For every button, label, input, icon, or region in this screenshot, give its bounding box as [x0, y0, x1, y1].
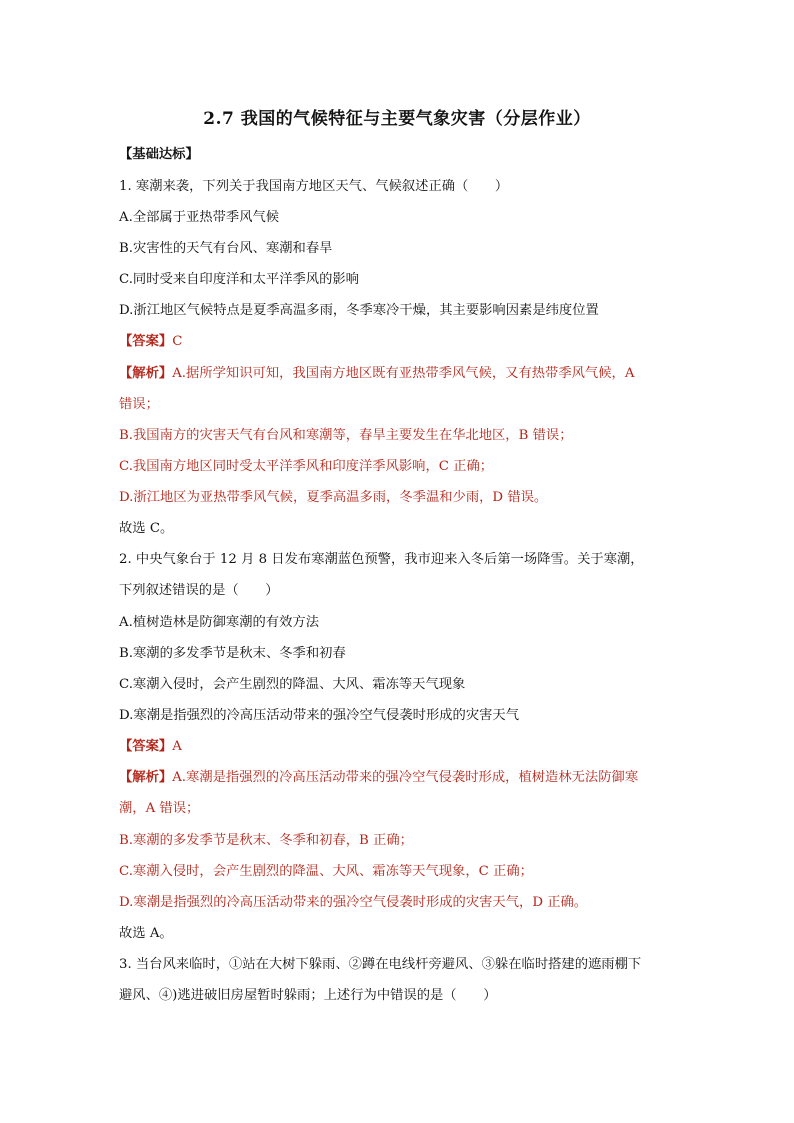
q1-option-d: D.浙江地区气候特点是夏季高温多雨，冬季寒冷干燥，其主要影响因素是纬度位置 [119, 303, 599, 318]
section-heading: 【基础达标】 [119, 147, 199, 162]
q1-analysis-line-3: B.我国南方的灾害天气有台风和寒潮等，春旱主要发生在华北地区，B 错误； [119, 428, 573, 443]
analysis-label: 【解析】 [119, 770, 173, 785]
answer-value: A [172, 739, 182, 754]
q1-analysis-line-1 [119, 364, 679, 384]
q1-option-a: A.全部属于亚热带季风气候 [119, 210, 280, 225]
q1-analysis-line-2: 错误； [119, 397, 159, 412]
q3-stem-line-2: 避风、④)逃进破旧房屋暂时躲雨；上述行为中错误的是（ ） [119, 988, 497, 1003]
q2-answer [119, 737, 679, 757]
answer-label: 【答案】 [119, 739, 173, 754]
q1-analysis-line-4: C.我国南方地区同时受太平洋季风和印度洋季风影响，C 正确； [119, 459, 494, 474]
q2-option-d: D.寒潮是指强烈的冷高压活动带来的强冷空气侵袭时形成的灾害天气 [119, 708, 520, 723]
q2-analysis-line-4: C.寒潮入侵时，会产生剧烈的降温、大风、霜冻等天气现象，C 正确； [119, 864, 533, 879]
q2-option-a: A.植树造林是防御寒潮的有效方法 [119, 615, 319, 630]
q2-analysis-line-1 [119, 768, 679, 788]
q2-analysis-line-3: B.寒潮的多发季节是秋末、冬季和初春，B 正确； [119, 833, 413, 848]
answer-value: C [172, 334, 183, 349]
q1-option-c: C.同时受来自印度洋和太平洋季风的影响 [119, 272, 359, 287]
q1-stem-line-1: 1. 寒潮来袭，下列关于我国南方地区天气、气候叙述正确（ ） [119, 179, 509, 194]
q1-conclusion: 故选 C。 [119, 521, 174, 536]
q2-analysis-line-2: 潮，A 错误； [119, 801, 200, 816]
q2-option-b: B.寒潮的多发季节是秋末、冬季和初春 [119, 646, 346, 661]
q2-stem-line-1: 2. 中央气象台于 12 月 8 日发布寒潮蓝色预警，我市迎来入冬后第一场降雪。关于寒潮， [119, 552, 644, 567]
document-title: 2.7 我国的气候特征与主要气象灾害（分层作业） [203, 109, 591, 129]
q3-stem-line-1: 3. 当台风来临时，①站在大树下躲雨、②蹲在电线杆旁避风、③躲在临时搭建的遮雨棚下 [119, 957, 642, 972]
analysis-label: 【解析】 [119, 366, 173, 381]
q1-analysis-line-5: D.浙江地区为亚热带季风气候，夏季高温多雨，冬季温和少雨，D 错误。 [119, 490, 548, 505]
q2-option-c: C.寒潮入侵时，会产生剧烈的降温、大风、霜冻等天气现象 [119, 677, 466, 692]
analysis-text: A.寒潮是指强烈的冷高压活动带来的强冷空气侵袭时形成，植树造林无法防御寒 [172, 770, 639, 785]
q2-conclusion: 故选 A。 [119, 926, 173, 941]
q1-option-b: B.灾害性的天气有台风、寒潮和春旱 [119, 241, 333, 256]
q2-analysis-line-5: D.寒潮是指强烈的冷高压活动带来的强冷空气侵袭时形成的灾害天气，D 正确。 [119, 895, 588, 910]
analysis-text: A.据所学知识可知，我国南方地区既有亚热带季风气候，又有热带季风气候，A [172, 366, 635, 381]
answer-label: 【答案】 [119, 334, 173, 349]
q2-stem-line-2: 下列叙述错误的是（ ） [119, 583, 279, 598]
q1-answer [119, 332, 679, 352]
